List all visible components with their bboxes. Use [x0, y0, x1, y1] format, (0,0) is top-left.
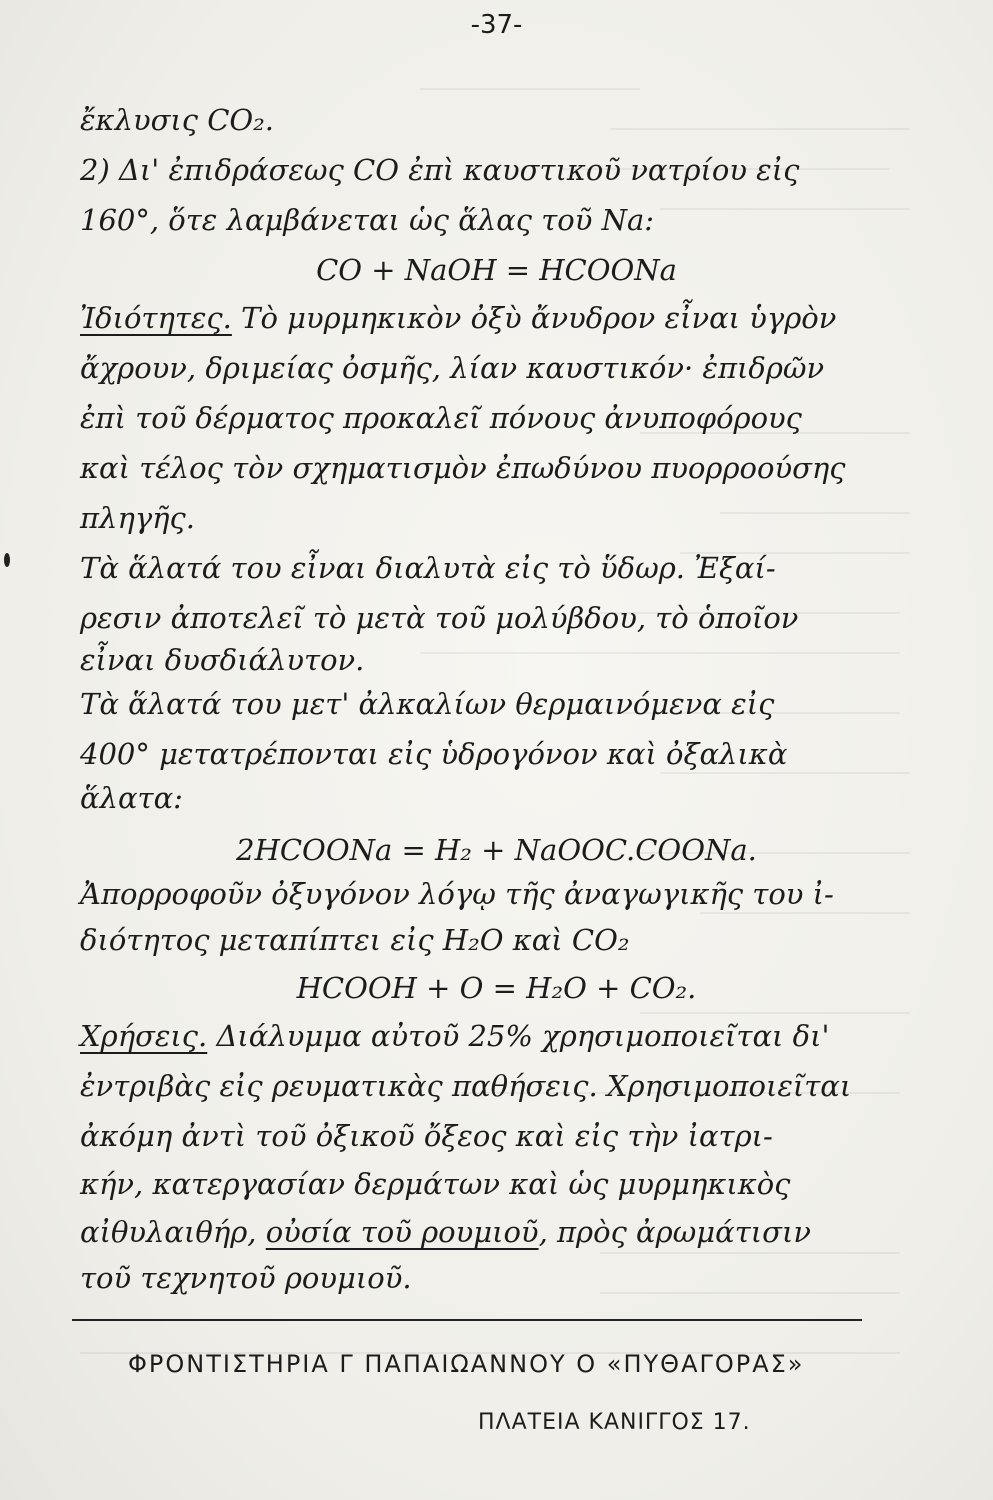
text-line-23: κήν, κατεργασίαν δερμάτων καὶ ὡς μυρμηκικὸς: [80, 1167, 791, 1201]
text-line-24: [80, 1212, 811, 1252]
text-line-2: 2) Δι' ἐπιδράσεως CO ἐπὶ καυστικοῦ νατρίου εἰς: [80, 153, 800, 187]
heading-uses: Χρήσεις.: [80, 1019, 208, 1053]
text-line-6: ἄχρουν, δριμείας ὀσμῆς, λίαν καυστικόν· ἐπιδρῶν: [80, 351, 825, 385]
footer-school-name: ΦΡΟΝΤΙΣΤΗΡΙΑ Γ ΠΑΠΑΙΩΑΝΝΟΥ Ο «ΠΥΘΑΓΟΡΑΣ»: [128, 1350, 805, 1378]
equation-3: HCOOH + O = H₂O + CO₂.: [296, 971, 697, 1005]
text-line-3: 160°, ὅτε λαμβάνεται ὡς ἅλας τοῦ Na:: [80, 203, 655, 237]
text-line-25: τοῦ τεχνητοῦ ρουμιοῦ.: [80, 1261, 412, 1295]
equation-1: CO + NaOH = HCOONa: [316, 253, 677, 287]
text-line-12: εἶναι δυσδιάλυτον.: [80, 643, 365, 677]
heading-properties: Ἰδιότητες.: [80, 301, 232, 335]
text-line-14: 400° μετατρέπονται εἰς ὑδρογόνον καὶ ὀξαλικὰ: [80, 737, 788, 771]
text-line-21: ἐντριβὰς εἰς ρευματικὰς παθήσεις. Χρησιμοποιεῖται: [80, 1069, 852, 1103]
text-line-24-pre: αἰθυλαιθήρ,: [80, 1215, 266, 1249]
text-line-10: Τὰ ἅλατά του εἶναι διαλυτὰ εἰς τὸ ὕδωρ. Ἐξαί-: [80, 551, 776, 585]
text-line-20-body: Διάλυμμα αὐτοῦ 25% χρησιμοποιεῖται δι': [207, 1019, 830, 1053]
margin-mark: [4, 553, 10, 567]
text-line-5: [80, 298, 836, 338]
text-line-22: ἀκόμη ἀντὶ τοῦ ὀξικοῦ ὄξεος καὶ εἰς τὴν ἰατρι-: [80, 1119, 773, 1153]
text-line-5-body: Τὸ μυρμηκικὸν ὀξὺ ἄνυδρον εἶναι ὑγρὸν: [231, 301, 837, 335]
text-line-20: [80, 1016, 829, 1056]
text-line-8: καὶ τέλος τὸν σχηματισμὸν ἐπωδύνου πυορροούσης: [80, 451, 846, 485]
text-line-24-post: , πρὸς ἀρωμάτισιν: [538, 1215, 811, 1249]
text-line-1: ἔκλυσις CO₂.: [80, 103, 275, 137]
text-line-9: πληγῆς.: [80, 501, 195, 535]
text-line-17: Ἀπορροφοῦν ὀξυγόνον λόγῳ τῆς ἀναγωγικῆς του ἰ-: [80, 877, 834, 911]
footer-address: ΠΛΑΤΕΙΑ ΚΑΝΙΓΓΟΣ 17.: [478, 1410, 751, 1435]
page-number: -37-: [470, 10, 523, 40]
text-line-18: διότητος μεταπίπτει εἰς H₂O καὶ CO₂: [80, 923, 630, 957]
footer-divider: [72, 1319, 862, 1321]
text-line-7: ἐπὶ τοῦ δέρματος προκαλεῖ πόνους ἀνυποφόρους: [80, 401, 802, 435]
text-line-13: Τὰ ἅλατά του μετ' ἀλκαλίων θερμαινόμενα εἰς: [80, 687, 775, 721]
rum-essence-underlined: οὐσία τοῦ ρουμιοῦ: [265, 1215, 539, 1249]
equation-2: 2HCOONa = H₂ + NaOOC.COONa.: [236, 833, 757, 867]
text-line-11: ρεσιν ἀποτελεῖ τὸ μετὰ τοῦ μολύβδου, τὸ ὁποῖον: [80, 601, 799, 635]
text-line-15: ἅλατα:: [80, 781, 183, 815]
